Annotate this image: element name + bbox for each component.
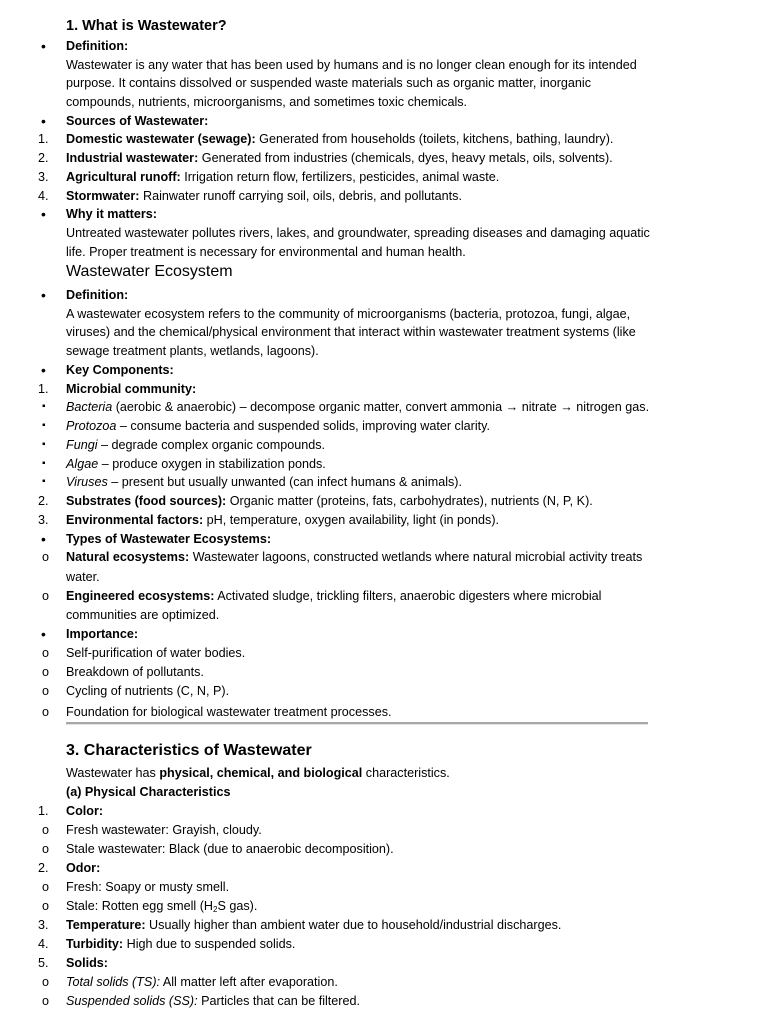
square-bullet-icon: ▪ bbox=[42, 420, 46, 431]
square-bullet-icon: ▪ bbox=[42, 476, 46, 487]
circle-bullet-icon: o bbox=[42, 646, 50, 660]
circle-bullet-icon: o bbox=[42, 823, 50, 837]
circle-bullet-icon: o bbox=[42, 899, 50, 913]
square-bullet-icon: ▪ bbox=[42, 458, 46, 469]
bullet-icon: • bbox=[41, 113, 46, 129]
bullet-icon: • bbox=[41, 287, 46, 303]
circle-bullet-icon: o bbox=[42, 994, 50, 1008]
square-bullet-icon: ▪ bbox=[42, 439, 46, 450]
circle-bullet-icon: o bbox=[42, 684, 50, 698]
square-bullet-icon: ▪ bbox=[42, 401, 46, 412]
bullet-icon: • bbox=[41, 38, 46, 54]
circle-bullet-icon: o bbox=[42, 975, 50, 989]
circle-bullet-icon: o bbox=[42, 665, 50, 679]
circle-bullet-icon: o bbox=[42, 705, 50, 719]
circle-bullet-icon: o bbox=[42, 880, 50, 894]
bullet-icon: • bbox=[41, 531, 46, 547]
circle-bullet-icon: o bbox=[42, 589, 50, 603]
bullet-icon: • bbox=[41, 626, 46, 642]
document-page: 1. What is Wastewater? • Definition: Wastewater is any water that has been used by humans and is no longer clean enough for its intended purpose. It contains dissolved or suspended waste materials such as organic matter, inorganic compounds, nutrients, microorganisms, and sometimes toxic chemicals. • Sources of Wastewater: 1. Domestic wastewater (sewage): Generated from households (toilets, kitchens, bathing, laundry). 2. Industrial wastewater: Generated from industries (chemicals, dyes, heavy metals, oils, solvents). 3. Agricultural runoff: Irrigation return flow, fertilizers, pesticides, animal waste. 4. Stormwater: Rainwater runoff carrying soil, oils, debris, and pollutants. • Why it matters: Untreated wastewater pollutes rivers, lakes, and groundwater, spreading diseases and damaging aquatic life. Proper treatment is necessary for environmental and human health. Wastewater Ecosystem • Definition: A wastewater ecosystem refers to the community of microorganisms (bacteria, protozoa, fungi, algae, viruses) and the chemical/physical environment that interact within wastewater treatment systems (like sewage treatment plants, wetlands, lagoons). • Key Components: 1. Microbial community: ▪ Bacteria (aerobic & anaerobic) – decompose organic matter, convert ammonia → nitrate → nitrogen gas. ▪ Protozoa – consume bacteria and suspended solids, improving water clarity. ▪ Fungi – degrade complex organic compounds. ▪ Algae – produce oxygen in stabilization ponds. ▪ Viruses – present but usually unwanted (can infect humans & animals). 2. Substrates (food sources): Organic matter (proteins, fats, carbohydrates), nutrients (N, P, K). 3. Environmental factors: pH, temperature, oxygen availability, light (in ponds). • Types of Wastewater Ecosystems: o Natural ecosystems: Wastewater lagoons, constructed wetlands where natural microbial activity treats water. o Engineered ecosystems: Activated sludge, trickling filters, anaerobic digesters where microbial communities are optimized. • Importance: o Self-purification of water bodies. o Breakdown of pollutants. o Cycling of nutrients (C, N, P). o Foundation for biological wastewater treatment processes. 3. Characteristics of Wastewater Wastewater has physical, chemical, and biological characteristics. (a) Physical Characteristics 1. Color: o Fresh wastewater: Grayish, cloudy. o Stale wastewater: Black (due to anaerobic decomposition). 2. Odor: o Fresh: Soapy or musty smell. o Stale: Rotten egg smell ($H_2S$ gas). 3. Temperature: Usually higher than ambient water due to household/industrial discharges. 4. Turbidity: High due to suspended solids. 5. Solids: o Total solids (TS): All matter left after evaporation. o Suspended solids (SS): Particles that can be filtered. bbox=[38, 18, 650, 1008]
bullet-icon: • bbox=[41, 362, 46, 378]
horizontal-divider bbox=[66, 722, 648, 725]
circle-bullet-icon: o bbox=[42, 550, 50, 564]
circle-bullet-icon: o bbox=[42, 842, 50, 856]
bullet-icon: • bbox=[41, 206, 46, 222]
